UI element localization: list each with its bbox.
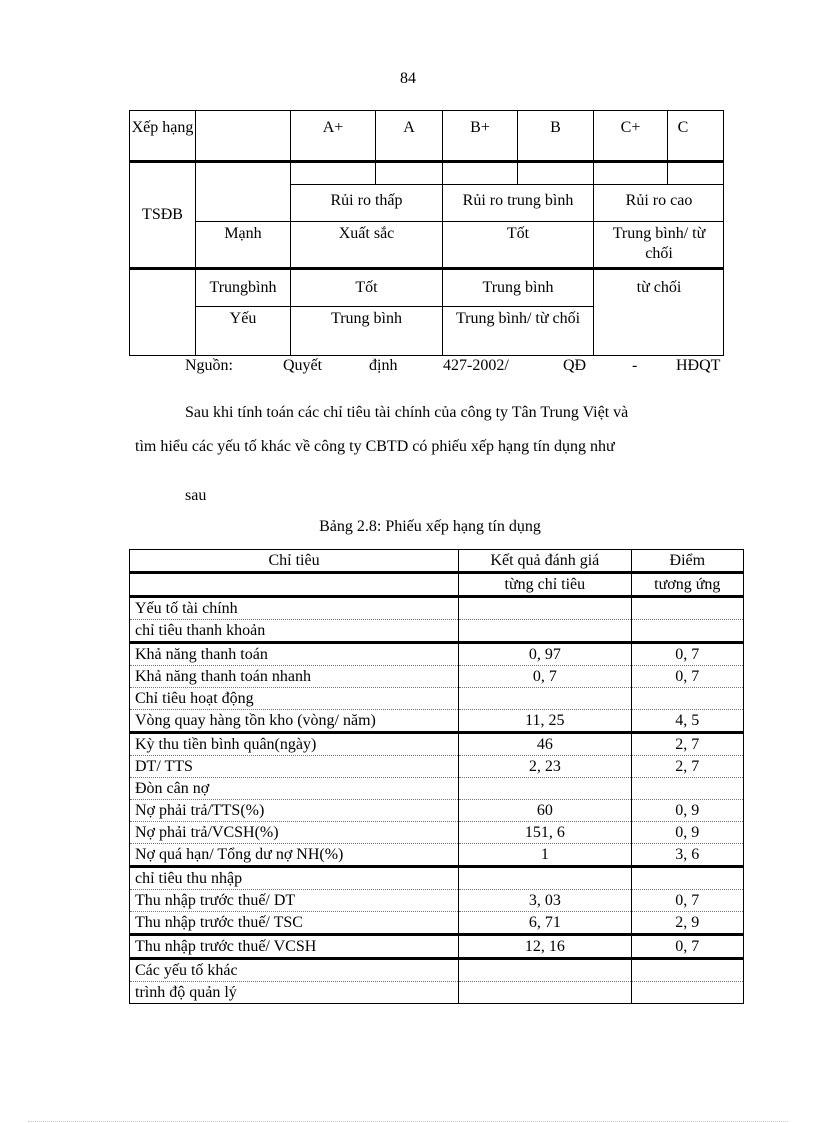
page-number: 84 [400, 70, 416, 87]
row-criteria: Thu nhập trước thuế/ DT [130, 890, 459, 912]
table-row [130, 982, 744, 1004]
table-row [130, 800, 744, 822]
row-result [459, 688, 632, 710]
table-row [130, 844, 744, 867]
row-score [631, 597, 743, 620]
row-result: 6, 71 [459, 912, 632, 935]
table-row [130, 733, 744, 756]
source-word: HĐQT [676, 357, 721, 374]
row-weak-avg-or-reject: Trung bình/ từ chối [455, 310, 581, 327]
page-bottom-divider [28, 1121, 788, 1122]
row-score [631, 620, 743, 643]
row-result [459, 620, 632, 643]
subheader-result: từng chỉ tiêu [459, 573, 632, 597]
row-criteria: chỉ tiêu thu nhập [130, 867, 459, 890]
rating-a: A [403, 119, 415, 136]
table-row [130, 597, 744, 620]
row-criteria: chỉ tiêu thanh khoản [130, 620, 459, 643]
row-criteria: Các yếu tố khác [130, 959, 459, 982]
row-score: 0, 9 [631, 800, 743, 822]
row-result: 46 [459, 733, 632, 756]
row-result: 0, 7 [459, 666, 632, 688]
rating-b-plus: B+ [470, 119, 490, 136]
row-criteria: Nợ phải trả/VCSH(%) [130, 822, 459, 844]
paragraph-line-3: sau [185, 487, 207, 504]
row-score: 0, 7 [631, 890, 743, 912]
row-score [631, 867, 743, 890]
row-result: 2, 23 [459, 756, 632, 778]
table-row [130, 822, 744, 844]
row-result [459, 867, 632, 890]
row-criteria: Vòng quay hàng tồn kho (vòng/ năm) [130, 710, 459, 733]
table-row [130, 710, 744, 733]
row-criteria: Khả năng thanh toán nhanh [130, 666, 459, 688]
source-word: QĐ [563, 357, 587, 374]
row-result: 151, 6 [459, 822, 632, 844]
table-caption: Bảng 2.8: Phiếu xếp hạng tín dụng [319, 518, 541, 535]
row-criteria: Khả năng thanh toán [130, 643, 459, 666]
header-rating-label: Xếp hạng [131, 119, 194, 136]
rating-a-plus: A+ [322, 119, 344, 136]
average-label: Trungbình [209, 279, 277, 296]
row-criteria: DT/ TTS [130, 756, 459, 778]
risk-medium: Rủi ro trung bình [462, 192, 574, 209]
subheader-score: tương ứng [631, 573, 743, 597]
row-score: 0, 7 [631, 935, 743, 959]
row-criteria: Yếu tố tài chính [130, 597, 459, 620]
table-row [130, 643, 744, 666]
row-criteria: Chỉ tiêu hoạt động [130, 688, 459, 710]
row-result: 0, 97 [459, 643, 632, 666]
row-criteria: Thu nhập trước thuế/ VCSH [130, 935, 459, 959]
rating-c: C [677, 119, 689, 136]
row-criteria: Thu nhập trước thuế/ TSC [130, 912, 459, 935]
row-result: 12, 16 [459, 935, 632, 959]
header-criteria: Chỉ tiêu [130, 550, 459, 573]
rating-matrix-table [129, 110, 724, 356]
row-score [631, 688, 743, 710]
row-result: 1 [459, 844, 632, 867]
table-row [130, 959, 744, 982]
row-result [459, 982, 632, 1004]
row-criteria: Đòn cân nợ [130, 778, 459, 800]
row-result [459, 597, 632, 620]
table-row [130, 935, 744, 959]
source-word: Quyết [283, 357, 323, 374]
row-score: 4, 5 [631, 710, 743, 733]
table-row [130, 867, 744, 890]
table-row [130, 666, 744, 688]
row-average-average: Trung bình [482, 279, 554, 296]
source-label: Nguồn: [185, 357, 233, 374]
row-result: 3, 03 [459, 890, 632, 912]
source-word: - [632, 357, 638, 374]
row-result: 60 [459, 800, 632, 822]
row-score [631, 959, 743, 982]
table-header-row [130, 550, 744, 573]
row-criteria: Kỳ thu tiền bình quân(ngày) [130, 733, 459, 756]
weak-label: Yếu [229, 310, 257, 327]
row-average-good: Tốt [355, 279, 378, 296]
table-row [130, 890, 744, 912]
strong-label: Mạnh [224, 225, 262, 242]
row-score: 0, 9 [631, 822, 743, 844]
row-result [459, 959, 632, 982]
source-word: định [369, 357, 398, 374]
row-score: 2, 9 [631, 912, 743, 935]
row-score [631, 982, 743, 1004]
subheader-criteria [130, 573, 459, 597]
row-score: 3, 6 [631, 844, 743, 867]
paragraph-line-1: Sau khi tính toán các chỉ tiêu tài chính của công ty Tân Trung Việt và [185, 404, 629, 421]
table-row [130, 912, 744, 935]
paragraph-line-2: tìm hiểu các yếu tố khác về công ty CBTD có phiếu xếp hạng tín dụng như [135, 438, 615, 455]
row-score: 2, 7 [631, 756, 743, 778]
table-row [130, 778, 744, 800]
row-criteria: trình độ quản lý [130, 982, 459, 1004]
rating-b: B [550, 119, 561, 136]
reject-cell: từ chối [636, 279, 682, 296]
good-cell: Tốt [506, 225, 530, 242]
row-score: 2, 7 [631, 733, 743, 756]
header-score: Điểm [631, 550, 743, 573]
header-result: Kết quả đánh giá [459, 550, 632, 573]
source-word: 427-2002/ [443, 357, 509, 374]
row-score: 0, 7 [631, 643, 743, 666]
avg-or-reject-cell: Trung bình/ từ chối [612, 225, 706, 262]
table-row [130, 688, 744, 710]
table-row [130, 756, 744, 778]
rating-c-plus: C+ [620, 119, 641, 136]
row-score: 0, 7 [631, 666, 743, 688]
credit-rating-table [129, 549, 744, 1004]
row-result [459, 778, 632, 800]
row-weak-average: Trung bình [331, 310, 402, 327]
risk-low: Rủi ro thấp [330, 192, 403, 209]
risk-high: Rủi ro cao [625, 192, 693, 209]
tsdb-label: TSĐB [142, 206, 183, 223]
excellent-cell: Xuất sắc [338, 225, 395, 242]
row-criteria: Nợ quá hạn/ Tổng dư nợ NH(%) [130, 844, 459, 867]
row-result: 11, 25 [459, 710, 632, 733]
row-score [631, 778, 743, 800]
row-criteria: Nợ phải trả/TTS(%) [130, 800, 459, 822]
table-subheader-row [130, 573, 744, 597]
table-row [130, 620, 744, 643]
